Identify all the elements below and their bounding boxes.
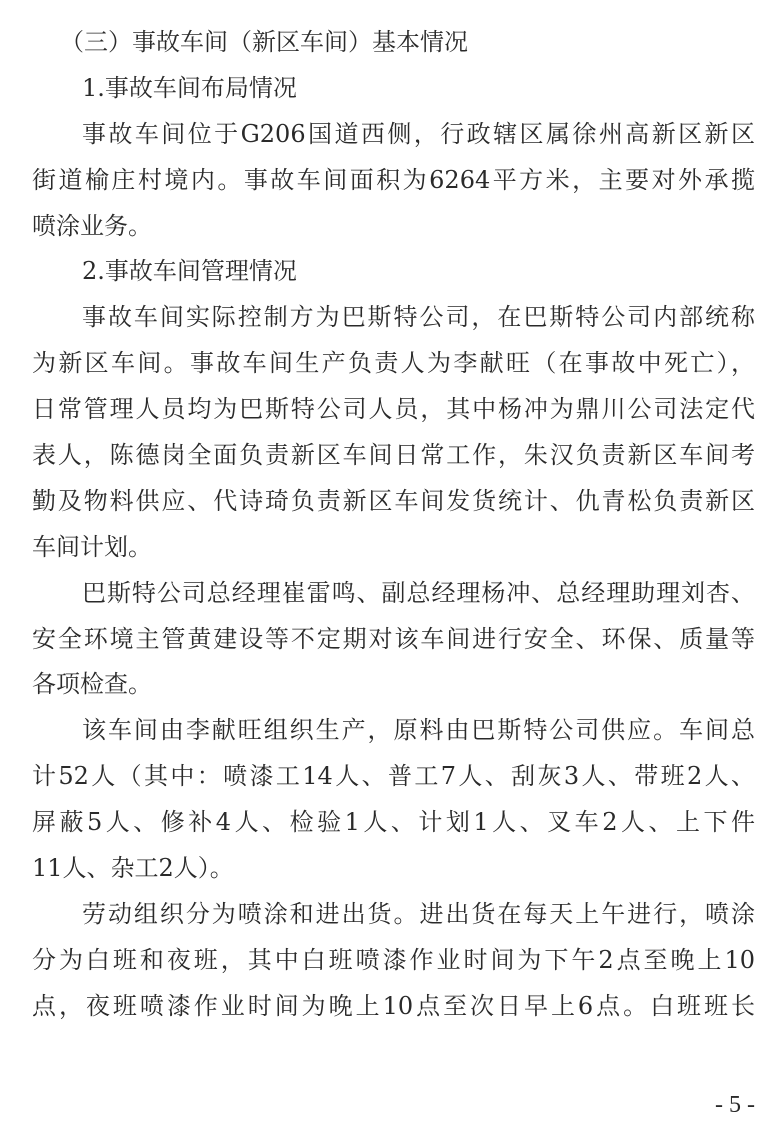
paragraph-line: 各项检查。 — [32, 670, 152, 699]
paragraph-line: 11人、杂工2人）。 — [32, 854, 234, 883]
paragraph-line: 事故车间位于G206国道西侧，行政辖区属徐州高新区新区 — [82, 119, 755, 148]
paragraph-line: 车间计划。 — [32, 532, 152, 561]
paragraph-line: 屏蔽5人、修补4人、检验1人、计划1人、叉车2人、上下件 — [32, 808, 755, 837]
subsection-title-layout: 1.事故车间布局情况 — [82, 73, 297, 102]
page-number: - 5 - — [715, 1092, 755, 1118]
paragraph-line: 分为白班和夜班，其中白班喷漆作业时间为下午2点至晚上10 — [32, 945, 755, 974]
paragraph-line: 日常管理人员均为巴斯特公司人员，其中杨冲为鼎川公司法定代 — [32, 395, 755, 424]
paragraph-line: 该车间由李献旺组织生产，原料由巴斯特公司供应。车间总 — [82, 716, 755, 745]
subsection-title-management: 2.事故车间管理情况 — [82, 257, 297, 286]
paragraph-line: 街道榆庄村境内。事故车间面积为6264平方米，主要对外承揽 — [32, 165, 755, 194]
paragraph-line: 勤及物料供应、代诗琦负责新区车间发货统计、仇青松负责新区 — [32, 486, 755, 515]
paragraph-line: 计52人（其中：喷漆工14人、普工7人、刮灰3人、带班2人、 — [32, 762, 755, 791]
document-page — [32, 20, 755, 1030]
paragraph-line: 喷涂业务。 — [32, 211, 152, 240]
paragraph-line: 安全环境主管黄建设等不定期对该车间进行安全、环保、质量等 — [32, 624, 755, 653]
paragraph-line: 表人，陈德岗全面负责新区车间日常工作，朱汉负责新区车间考 — [32, 441, 755, 470]
paragraph-line: 巴斯特公司总经理崔雷鸣、副总经理杨冲、总经理助理刘杏、 — [82, 578, 755, 607]
paragraph-line: 为新区车间。事故车间生产负责人为李献旺（在事故中死亡）， — [32, 349, 755, 378]
paragraph-line: 事故车间实际控制方为巴斯特公司，在巴斯特公司内部统称 — [82, 303, 755, 332]
paragraph-line: 点，夜班喷漆作业时间为晚上10点至次日早上6点。白班班长 — [32, 991, 755, 1020]
section-heading: （三）事故车间（新区车间）基本情况 — [60, 28, 468, 56]
paragraph-line: 劳动组织分为喷涂和进出货。进出货在每天上午进行，喷涂 — [82, 899, 755, 928]
